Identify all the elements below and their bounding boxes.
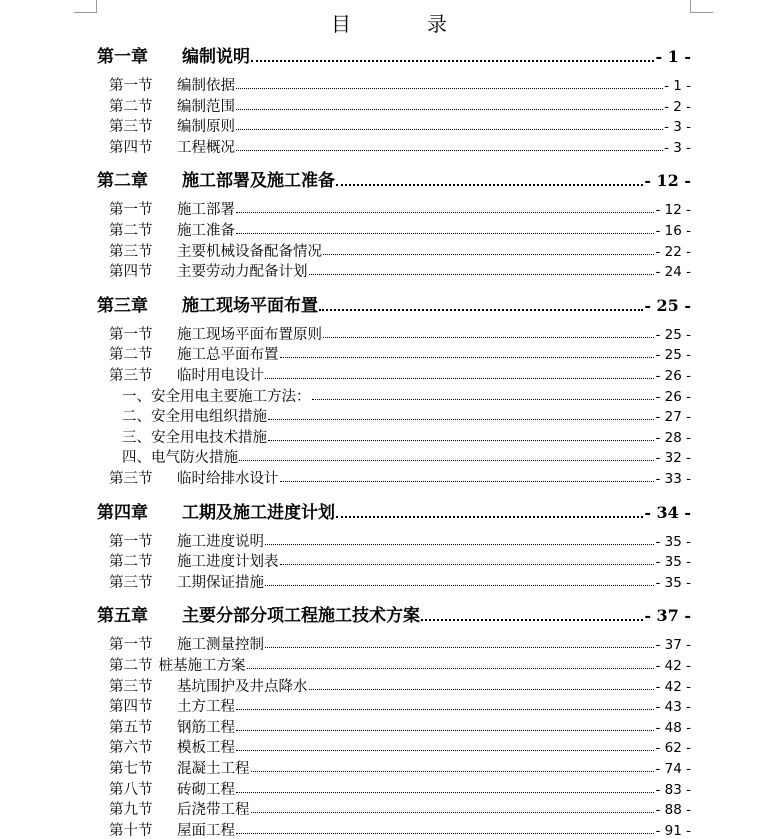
toc-entry-title: 临时给排水设计 <box>177 471 279 487</box>
toc-page-number: - 74 - <box>655 761 691 777</box>
toc-page-number: - 1 - <box>664 78 691 94</box>
toc-section-entry[interactable] <box>109 364 691 384</box>
toc-dot-leader <box>239 460 654 461</box>
toc-entry-number: 第二节 <box>109 98 153 115</box>
toc-page-number: - 43 - <box>655 699 691 716</box>
toc-section-entry[interactable] <box>109 633 691 653</box>
toc-page-number: - 48 - <box>655 719 691 736</box>
toc-entry-number: 第三节 <box>109 471 153 487</box>
toc-entry-title: 施工准备 <box>177 223 235 239</box>
toc-dot-leader <box>236 709 654 710</box>
toc-dot-leader <box>236 150 663 151</box>
toc-entry-number: 第一节 <box>109 326 153 343</box>
toc-entry-title: 施工现场平面布置原则 <box>177 326 322 343</box>
toc-entry-title: 屋面工程 <box>177 822 235 839</box>
toc-entry-title: 安全用电主要施工方法： <box>151 388 311 405</box>
toc-entry-title: 桩基施工方案 <box>158 658 246 674</box>
toc-entry-number: 第四节 <box>109 139 153 156</box>
toc-entry-title: 安全用电组织措施 <box>151 409 267 426</box>
toc-page-number: - 34 - <box>644 502 691 522</box>
toc-page-number: - 28 - <box>655 429 691 446</box>
toc-dot-leader <box>236 730 654 731</box>
toc-entry-title: 基坑围护及井点降水 <box>177 678 308 695</box>
toc-entry-title: 施工测量控制 <box>177 637 264 654</box>
toc-entry-number: 第三节 <box>109 368 153 384</box>
toc-section-entry[interactable] <box>109 798 691 818</box>
toc-entry-number: 第三章 <box>97 295 148 316</box>
toc-section-entry[interactable] <box>109 736 691 756</box>
toc-section-entry[interactable] <box>109 819 691 839</box>
toc-section-entry[interactable] <box>109 778 691 798</box>
toc-entry-title: 后浇带工程 <box>177 802 250 819</box>
toc-section-entry[interactable] <box>109 467 691 487</box>
toc-entry-number: 第一节 <box>109 637 153 654</box>
toc-dot-leader <box>247 668 655 669</box>
toc-entry-number: 三、 <box>122 429 151 446</box>
toc-section-entry[interactable] <box>109 136 691 156</box>
toc-section-entry[interactable] <box>109 260 691 280</box>
toc-entry-number: 第四章 <box>97 502 148 523</box>
toc-dot-leader <box>421 619 643 621</box>
toc-page-number: - 35 - <box>655 533 691 550</box>
toc-dot-leader <box>319 309 643 311</box>
toc-dot-leader <box>336 184 643 186</box>
toc-entry-number: 第二节 <box>109 554 153 571</box>
toc-section-entry[interactable] <box>109 240 691 260</box>
toc-page-number: - 3 - <box>664 119 691 136</box>
toc-page-number: - 27 - <box>655 409 691 426</box>
toc-dot-leader <box>236 129 663 130</box>
toc-entry-number: 第六节 <box>109 740 153 757</box>
toc-page-number: - 25 - <box>655 326 691 343</box>
toc-entry-number: 第二节 <box>109 658 153 674</box>
toc-dot-leader <box>312 399 655 400</box>
toc-entry-number: 第三节 <box>109 119 153 136</box>
toc-entry-title: 砖砌工程 <box>177 781 235 798</box>
toc-dot-leader <box>268 419 654 420</box>
toc-entry-title: 模板工程 <box>177 740 235 757</box>
toc-entry-title: 施工现场平面布置 <box>182 295 318 316</box>
toc-section-entry[interactable] <box>109 675 691 695</box>
toc-item-entry[interactable] <box>122 426 691 446</box>
toc-page-number: - 2 - <box>664 98 691 115</box>
toc-page-number: - 33 - <box>655 471 691 487</box>
toc-dot-leader <box>280 564 655 565</box>
toc-entry-number: 第三节 <box>109 574 153 591</box>
toc-page-number: - 35 - <box>655 574 691 591</box>
toc-dot-leader <box>236 233 654 234</box>
toc-entry-title: 主要劳动力配备计划 <box>177 264 308 281</box>
toc-page-number: - 12 - <box>655 202 691 219</box>
toc-dot-leader <box>251 771 655 772</box>
toc-section-entry[interactable] <box>109 115 691 135</box>
toc-entry-title: 施工部署及施工准备 <box>182 171 335 192</box>
toc-dot-leader <box>251 60 654 62</box>
toc-section-entry[interactable] <box>109 198 691 218</box>
toc-entry-title: 编制范围 <box>177 98 235 115</box>
toc-entry-number: 二、 <box>122 409 151 426</box>
toc-entry-title: 主要机械设备配备情况 <box>177 243 322 260</box>
toc-item-entry[interactable] <box>122 446 691 466</box>
toc-entry-title: 施工部署 <box>177 202 235 219</box>
toc-entry-number: 第八节 <box>109 781 153 798</box>
toc-entry-number: 第三节 <box>109 678 153 695</box>
toc-dot-leader <box>236 109 663 110</box>
toc-section-entry[interactable] <box>109 654 691 674</box>
toc-page-number: - 35 - <box>655 554 691 571</box>
toc-entry-title: 钢筋工程 <box>177 719 235 736</box>
toc-page-number: - 37 - <box>655 637 691 654</box>
toc-page-number: - 26 - <box>655 368 691 384</box>
toc-dot-leader <box>265 378 654 379</box>
toc-dot-leader <box>236 750 654 751</box>
toc-dot-leader <box>265 585 654 586</box>
toc-page-number: - 25 - <box>644 295 691 315</box>
document-title: 目 录 <box>331 12 475 36</box>
toc-entry-title: 施工进度说明 <box>177 533 264 550</box>
toc-page-number: - 1 - <box>655 47 691 66</box>
toc-page-number: - 83 - <box>655 781 691 798</box>
toc-chapter-entry[interactable] <box>97 166 691 192</box>
toc-dot-leader <box>265 647 654 648</box>
toc-chapter-entry[interactable] <box>97 42 691 68</box>
toc-entry-number: 第九节 <box>109 802 153 819</box>
toc-dot-leader <box>336 516 643 518</box>
toc-section-entry[interactable] <box>109 219 691 239</box>
toc-chapter-entry[interactable] <box>97 601 691 627</box>
toc-entry-number: 第四节 <box>109 699 153 716</box>
toc-entry-title: 编制说明 <box>182 47 250 67</box>
toc-dot-leader <box>323 337 654 338</box>
toc-entry-number: 第二节 <box>109 347 153 364</box>
toc-chapter-entry[interactable] <box>97 291 691 317</box>
toc-section-entry[interactable] <box>109 95 691 115</box>
toc-page-number: - 32 - <box>655 450 691 467</box>
toc-section-entry[interactable] <box>109 74 691 94</box>
toc-entry-number: 第五章 <box>97 606 148 627</box>
toc-entry-title: 临时用电设计 <box>177 368 264 384</box>
toc-entry-number: 四、 <box>122 450 151 467</box>
toc-entry-number: 一、 <box>122 388 151 405</box>
toc-dot-leader <box>265 544 654 545</box>
toc-section-entry[interactable] <box>109 550 691 570</box>
toc-entry-number: 第三节 <box>109 243 153 260</box>
toc-page-number: - 37 - <box>644 606 691 626</box>
toc-entry-title: 安全用电技术措施 <box>151 429 267 446</box>
toc-entry-title: 施工总平面布置 <box>177 347 279 364</box>
toc-entry-number: 第四节 <box>109 264 153 281</box>
toc-page-number: - 24 - <box>655 264 691 281</box>
toc-entry-number: 第七节 <box>109 761 153 777</box>
toc-item-entry[interactable] <box>122 405 691 425</box>
toc-dot-leader <box>236 792 654 793</box>
toc-entry-title: 工程概况 <box>177 139 235 156</box>
toc-dot-leader <box>251 812 655 813</box>
toc-page-number: - 25 - <box>655 347 691 364</box>
toc-dot-leader <box>268 440 654 441</box>
toc-entry-title: 编制依据 <box>177 78 235 94</box>
toc-entry-title: 混凝土工程 <box>177 761 250 777</box>
toc-chapter-entry[interactable] <box>97 498 691 524</box>
toc-entry-number: 第一节 <box>109 533 153 550</box>
toc-entry-number: 第二节 <box>109 223 153 239</box>
toc-section-entry[interactable] <box>109 716 691 736</box>
toc-dot-leader <box>236 833 654 834</box>
toc-dot-leader <box>280 481 655 482</box>
toc-entry-number: 第五节 <box>109 719 153 736</box>
toc-entry-title: 电气防火措施 <box>151 450 238 467</box>
toc-page-number: - 3 - <box>664 139 691 156</box>
toc-page-number: - 22 - <box>655 243 691 260</box>
toc-page-number: - 42 - <box>655 678 691 695</box>
toc-item-entry[interactable] <box>122 385 691 405</box>
toc-page-number: - 42 - <box>655 658 691 674</box>
toc-entry-number: 第一节 <box>109 202 153 219</box>
toc-entry-number: 第十节 <box>109 822 153 839</box>
toc-dot-leader <box>236 212 654 213</box>
toc-page-number: - 88 - <box>655 802 691 819</box>
toc-dot-leader <box>280 357 655 358</box>
toc-page-number: - 26 - <box>655 388 691 405</box>
toc-section-entry[interactable] <box>109 757 691 777</box>
toc-section-entry[interactable] <box>109 571 691 591</box>
toc-entry-number: 第二章 <box>97 171 148 192</box>
toc-entry-title: 工期保证措施 <box>177 574 264 591</box>
toc-dot-leader <box>323 254 654 255</box>
toc-entry-title: 主要分部分项工程施工技术方案 <box>182 606 420 627</box>
toc-entry-title: 土方工程 <box>177 699 235 716</box>
toc-page-number: - 62 - <box>655 740 691 757</box>
toc-entry-title: 工期及施工进度计划 <box>182 502 335 523</box>
toc-page-number: - 12 - <box>644 171 691 191</box>
toc-dot-leader <box>309 274 655 275</box>
toc-page-number: - 16 - <box>655 223 691 239</box>
toc-entry-title: 施工进度计划表 <box>177 554 279 571</box>
toc-section-entry[interactable] <box>109 530 691 550</box>
toc-entry-number: 第一章 <box>97 47 148 67</box>
toc-page-number: - 91 - <box>655 822 691 839</box>
toc-section-entry[interactable] <box>109 323 691 343</box>
toc-dot-leader <box>236 88 663 89</box>
toc-section-entry[interactable] <box>109 343 691 363</box>
toc-entry-number: 第一节 <box>109 78 153 94</box>
toc-dot-leader <box>309 689 655 690</box>
toc-entry-title: 编制原则 <box>177 119 235 136</box>
toc-section-entry[interactable] <box>109 695 691 715</box>
